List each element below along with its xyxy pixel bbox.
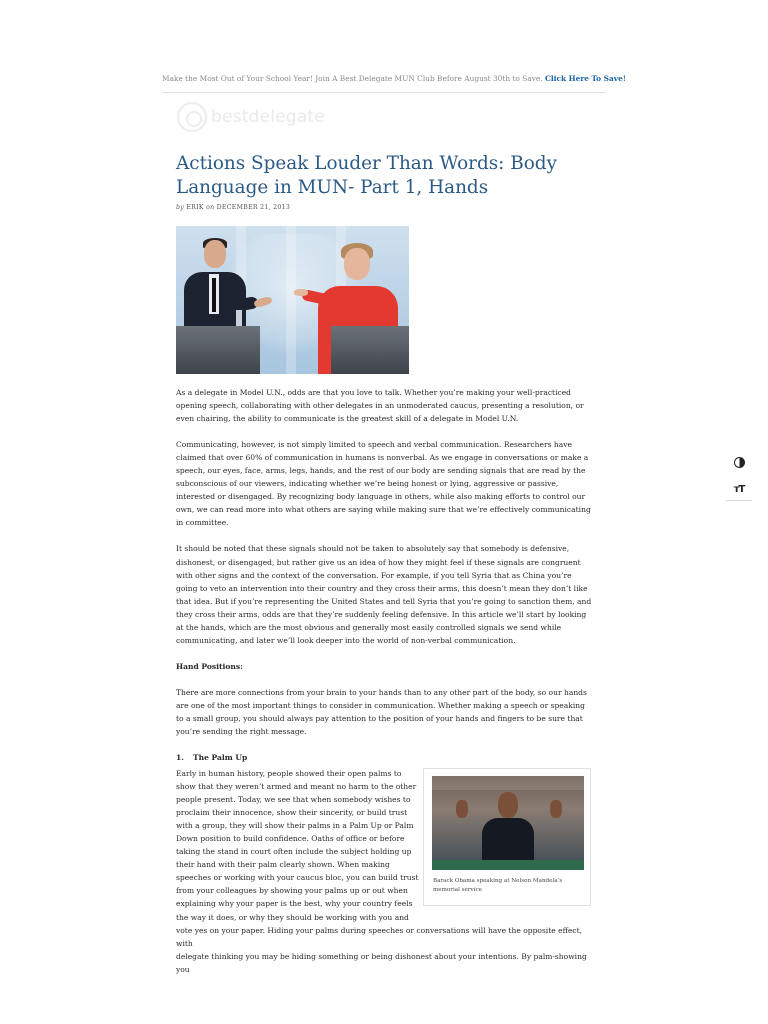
promo-banner (162, 74, 627, 83)
figure-banner (432, 860, 584, 870)
text-size-button[interactable] (728, 478, 750, 500)
byline-on: on (206, 204, 215, 211)
promo-link[interactable]: Click Here To Save! (544, 74, 627, 83)
figure-person-head (498, 792, 518, 818)
byline-author[interactable]: ERIK (186, 204, 204, 211)
figure-hand-left (456, 800, 468, 818)
float-line: with a group, they will show their palms in a Palm Up or Palm (176, 821, 414, 831)
paragraph-1: As a delegate in Model U.N., odds are that you love to talk. Whether you’re making your well-practiced opening speech, collaborating with other delegates in an unmoderated caucus, presenting a resolution, or even chairing, the ability to communicate is the greatest skill of a delegate in Model U.N. (176, 388, 584, 424)
contrast-icon (734, 457, 745, 468)
figure-caption: Barack Obama speaking at Nelson Mandela’s memorial service (433, 878, 563, 893)
list-number: 1. (176, 753, 184, 763)
float-line: people present. Today, we see that when somebody wishes to (176, 795, 411, 805)
figure-hand-right (550, 800, 562, 818)
float-line: explaining why your paper is the best, why your country feels (176, 899, 413, 909)
full-line: delegate thinking you may be hiding something or being dishonest about your intentions. By palm-showing you (176, 951, 587, 974)
paragraph-3: It should be noted that these signals should not be taken to absolutely say that somebody is defensive, dishonest, or disengaged, but rather give us an idea of how they might feel if these signals are congruent with other signs and the context of the conversation. For example, if you tell Syria that as China you’re going to veto an intervention into their country and they cross their arms, this doesn’t mean they don’t like that idea. But if you’re representing the United States and tell Syria that you’re going to sanction them, and they cross their arms, odds are that they’re suddenly feeling defensive. In this article we’ll start by looking at the hands, which are the most obvious and generally most easily controlled signals we send while communicating, and later we’ll look deeper into the world of non-verbal communication. (176, 544, 592, 645)
float-line: from your colleagues by showing your palms up or out when (176, 886, 408, 896)
site-logo[interactable] (177, 102, 327, 134)
float-line: the way it does, or why they should be working with you and (176, 912, 409, 922)
paragraph-2: Communicating, however, is not simply limited to speech and verbal communication. Researchers have claimed that over 60% of communication in humans is nonverbal. As we engage in conversations or make a speech, our eyes, face, arms, legs, hands, and the rest of our body are sending signals that are read by the subconscious of our viewers, indicating whether we’re being honest or lying, aggressive or passive, interested or disengaged. By recognizing body language in others, while also making efforts to control our own, we can read more into what others are saying while making sure that we’re effectively communicating in committee. (176, 440, 591, 528)
byline-by: by (176, 204, 185, 211)
logo-mark-icon (177, 102, 207, 132)
float-line: speeches or working with your caucus bloc, you can build trust (176, 873, 419, 883)
hero-water-glass (236, 310, 242, 326)
float-line: proclaim their innocence, show their sincerity, or build trust (176, 808, 408, 818)
hero-image (176, 226, 409, 374)
hero-podium-left (176, 326, 260, 374)
hero-woman-hand (294, 289, 308, 296)
inline-figure (423, 768, 591, 906)
list-heading (176, 751, 594, 764)
tool-divider (726, 500, 752, 501)
figure-crowd (432, 776, 584, 790)
float-line: Early in human history, people showed their open palms to (176, 769, 402, 778)
section-heading: Hand Positions: (176, 661, 243, 671)
figure-image (432, 776, 584, 870)
float-line: show that they weren’t armed and meant no harm to the other (176, 782, 417, 792)
promo-divider (162, 92, 606, 93)
hero-man-tie (212, 278, 216, 312)
float-line: taking the stand in court often include the subject holding up (176, 847, 412, 857)
hero-podium-right (331, 326, 409, 374)
float-line: their hand with their palm clearly shown. When making (176, 860, 390, 870)
promo-text: Make the Most Out of Your School Year! Join A Best Delegate MUN Club Before August 30th to Save. (162, 74, 543, 83)
article-title: Actions Speak Louder Than Words: Body Language in MUN- Part 1, Hands (176, 153, 557, 198)
full-line: vote yes on your paper. Hiding your palms during speeches or conversations will have the opposite effect, with (176, 925, 583, 948)
logo-text: bestdelegate (211, 107, 325, 127)
list-heading-text: The Palm Up (193, 753, 248, 763)
hero-woman-head (344, 248, 370, 280)
float-line: Down position to build confidence. Oaths of office or before (176, 834, 405, 844)
byline-date: DECEMBER 21, 2013 (216, 204, 291, 211)
contrast-toggle-button[interactable] (728, 451, 750, 473)
article-body (176, 386, 594, 764)
section-paragraph: There are more connections from your brain to your hands than to any other part of the body, so our hands are one of the most important things to consider in communication. Whether making a speech or speaking to a small group, you should always pay attention to the position of your hands and fingers to be sure that you’re sending the right message. (176, 687, 587, 737)
text-size-icon: тT (733, 483, 745, 495)
byline (176, 204, 290, 211)
hero-man-head (204, 240, 226, 268)
